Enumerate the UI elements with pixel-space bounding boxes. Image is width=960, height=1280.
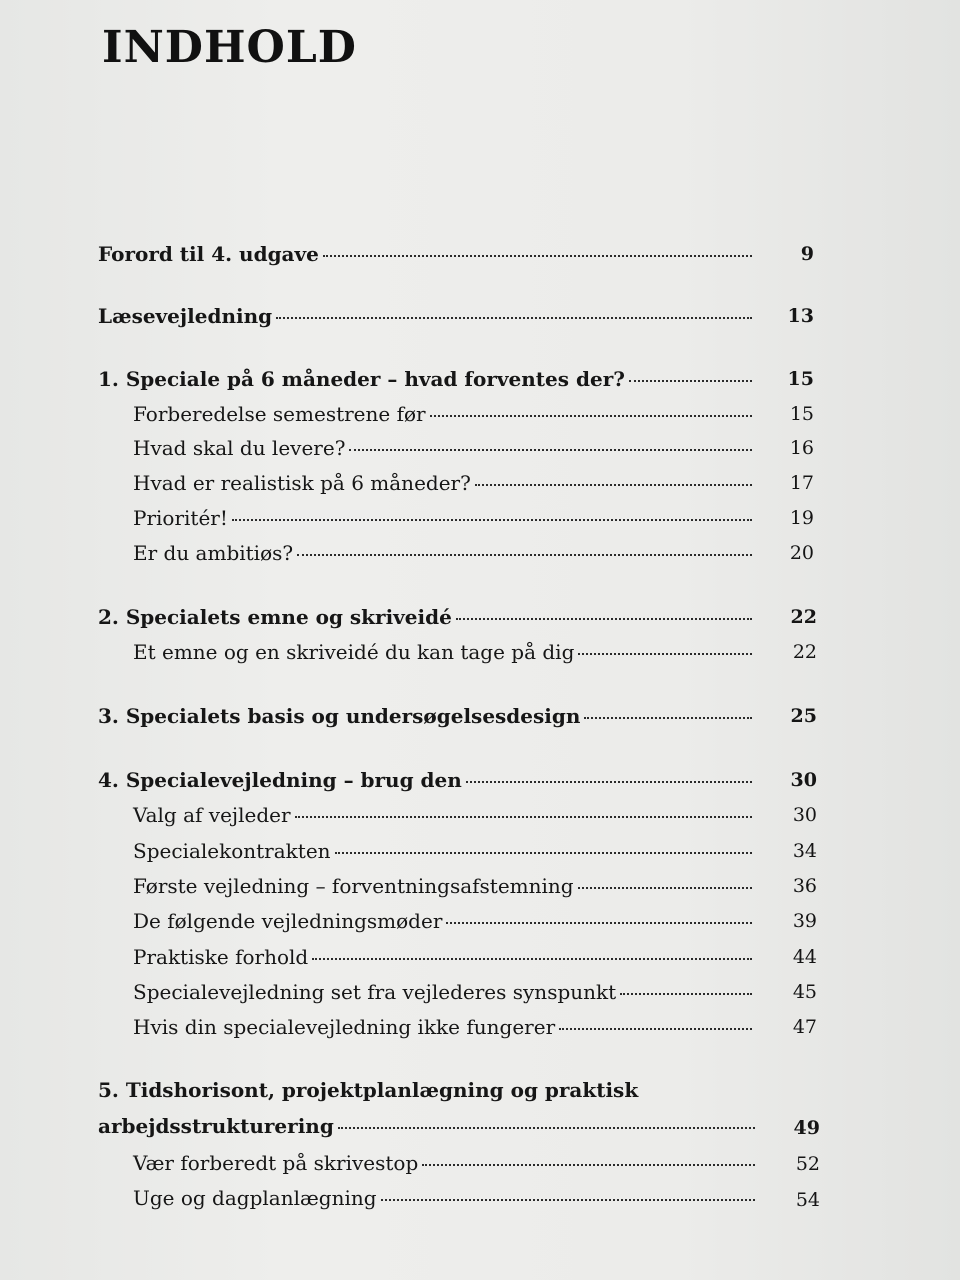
toc-page-number: 17 — [789, 472, 814, 494]
toc-section — [133, 435, 758, 461]
toc-entry-label: Specialevejledning set fra vejlederes synspunkt — [133, 980, 617, 1004]
toc-section — [133, 401, 758, 427]
leader-dots — [578, 653, 752, 655]
toc-entry-label: De følgende vejledningsmøder — [133, 909, 443, 933]
leader-dots — [276, 317, 752, 319]
toc-section — [133, 1014, 758, 1040]
toc-page-number: 13 — [787, 305, 814, 327]
toc-page-number: 19 — [789, 507, 814, 529]
toc-section — [133, 1185, 761, 1211]
toc-section — [133, 838, 758, 864]
leader-dots — [381, 1199, 755, 1201]
toc-page-number: 15 — [789, 403, 814, 425]
toc-entry-label: Hvis din specialevejledning ikke fungerer — [133, 1015, 556, 1039]
leader-dots — [335, 852, 752, 854]
leader-dots — [559, 1028, 752, 1030]
toc-page-number: 36 — [792, 875, 817, 897]
toc-page-number: 45 — [792, 981, 817, 1003]
toc-entry-laesevejledning — [98, 303, 758, 329]
toc-page-number: 15 — [787, 368, 814, 390]
toc-chapter-3 — [98, 703, 758, 729]
toc-page-number: 30 — [790, 769, 817, 791]
toc-page-number: 22 — [790, 606, 817, 628]
toc-page-number: 49 — [793, 1117, 820, 1139]
leader-dots — [475, 484, 752, 486]
toc-chapter-2 — [98, 604, 758, 630]
leader-dots — [456, 618, 752, 620]
toc-entry-label: Et emne og en skriveidé du kan tage på dig — [133, 640, 575, 664]
toc-page-number: 16 — [789, 437, 814, 459]
toc-section — [133, 944, 758, 970]
toc-entry-label: Valg af vejleder — [133, 803, 291, 827]
toc-chapter-5 — [98, 1113, 761, 1139]
toc-section — [133, 802, 758, 828]
toc-entry-label: Vær forberedt på skrivestop — [133, 1151, 419, 1175]
toc-entry-label: 4. Specialevejledning – brug den — [98, 768, 462, 792]
toc-section — [133, 470, 758, 496]
toc-entry-label: 1. Speciale på 6 måneder – hvad forventes der? — [98, 367, 625, 391]
toc-entry-label: Første vejledning – forventningsafstemning — [133, 874, 574, 898]
toc-entry-label: arbejdsstrukturering — [98, 1114, 334, 1138]
toc-entry-label: Er du ambitiøs? — [133, 541, 294, 565]
toc-section — [133, 1150, 761, 1176]
toc-chapter-5-line1: 5. Tidshorisont, projektplanlægning og praktisk — [98, 1078, 639, 1102]
toc-section — [133, 540, 758, 566]
toc-page-number: 52 — [795, 1153, 820, 1175]
toc-entry-label: Prioritér! — [133, 506, 228, 530]
toc-page-number: 30 — [792, 804, 817, 826]
toc-page-number: 25 — [790, 705, 817, 727]
leader-dots — [422, 1164, 755, 1166]
toc-entry-forord — [98, 241, 758, 267]
leader-dots — [584, 717, 752, 719]
toc-page-number: 47 — [792, 1016, 817, 1038]
toc-page-number: 39 — [792, 910, 817, 932]
toc-entry-label: Hvad er realistisk på 6 måneder? — [133, 471, 471, 495]
leader-dots — [297, 554, 752, 556]
toc-section — [133, 873, 758, 899]
toc-section — [133, 908, 758, 934]
leader-dots — [232, 519, 752, 521]
toc-page-number: 20 — [789, 542, 814, 564]
toc-page-number: 34 — [792, 840, 817, 862]
leader-dots — [430, 415, 752, 417]
toc-chapter-4 — [98, 767, 758, 793]
toc-page-number: 9 — [800, 243, 814, 265]
toc-section — [133, 639, 758, 665]
toc-page-number: 54 — [795, 1189, 820, 1211]
toc-section — [133, 979, 758, 1005]
toc-section — [133, 505, 758, 531]
toc-entry-label: 3. Specialets basis og undersøgelsesdesign — [98, 704, 581, 728]
leader-dots — [323, 255, 752, 257]
toc-entry-label: Forord til 4. udgave — [98, 242, 319, 266]
toc-page-number: 22 — [792, 641, 817, 663]
toc-entry-label: Læsevejledning — [98, 304, 273, 328]
toc-page-number: 44 — [792, 946, 817, 968]
leader-dots — [446, 922, 752, 924]
toc-chapter-1 — [98, 366, 758, 392]
leader-dots — [620, 993, 752, 995]
leader-dots — [466, 781, 752, 783]
toc-entry-label: Forberedelse semestrene før — [133, 402, 426, 426]
toc-entry-label: Praktiske forhold — [133, 945, 309, 969]
page-title: INDHOLD — [102, 22, 357, 73]
leader-dots — [578, 887, 752, 889]
leader-dots — [629, 380, 752, 382]
toc-entry-label: Uge og dagplanlægning — [133, 1186, 377, 1210]
leader-dots — [295, 816, 752, 818]
toc-entry-label: Hvad skal du levere? — [133, 436, 346, 460]
leader-dots — [312, 958, 752, 960]
toc-entry-label: 2. Specialets emne og skriveidé — [98, 605, 452, 629]
toc-entry-label: Specialekontrakten — [133, 839, 331, 863]
leader-dots — [349, 449, 752, 451]
leader-dots — [338, 1127, 755, 1129]
